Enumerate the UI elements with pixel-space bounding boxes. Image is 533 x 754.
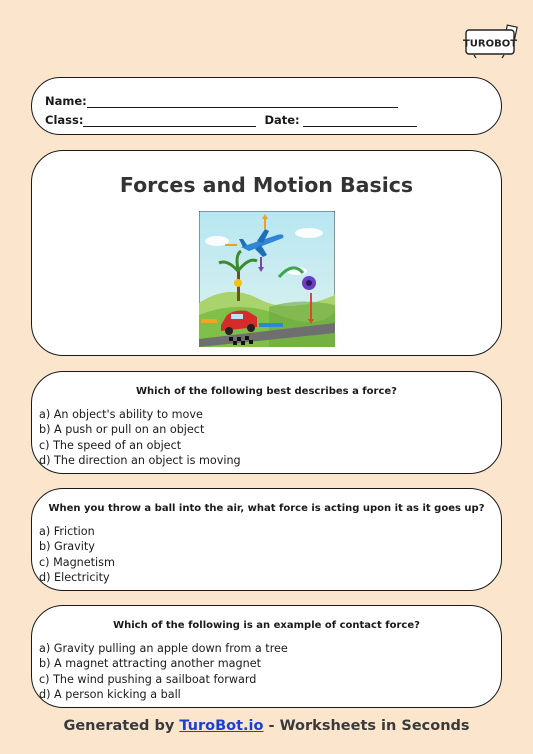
name-label: Name: <box>45 94 87 108</box>
answer-option-b[interactable]: b) A magnet attracting another magnet <box>39 657 262 671</box>
student-info-card <box>31 77 502 135</box>
footer-prefix: Generated by <box>63 718 180 734</box>
question-card-3 <box>31 605 502 708</box>
answer-option-c[interactable]: c) Magnetism <box>39 555 115 569</box>
answer-option-b[interactable]: b) A push or pull on an object <box>39 423 205 437</box>
answer-options <box>39 524 115 585</box>
question-text: When you throw a ball into the air, what force is acting upon it as it goes up? <box>48 503 485 514</box>
class-label: Class: <box>45 113 84 127</box>
forces-illustration <box>199 211 335 347</box>
name-row <box>45 94 398 108</box>
footer <box>0 718 533 734</box>
answer-options <box>39 407 241 468</box>
answer-option-a[interactable]: a) An object's ability to move <box>39 408 203 421</box>
worksheet-title: Forces and Motion Basics <box>119 173 414 197</box>
class-field[interactable] <box>83 115 256 127</box>
answer-option-d[interactable]: d) The direction an object is moving <box>39 453 241 467</box>
question-card-2 <box>31 488 502 591</box>
date-field[interactable] <box>303 115 417 127</box>
logo-text: TUROBOT <box>462 38 518 50</box>
turobot-logo <box>462 24 518 60</box>
question-text: Which of the following best describes a force? <box>136 386 397 397</box>
answer-option-d[interactable]: d) Electricity <box>39 570 110 584</box>
answer-option-a[interactable]: a) Friction <box>39 525 95 538</box>
question-text: Which of the following is an example of contact force? <box>113 620 420 631</box>
class-date-row <box>45 113 417 127</box>
footer-suffix: - Worksheets in Seconds <box>263 718 470 734</box>
answer-option-a[interactable]: a) Gravity pulling an apple down from a tree <box>39 642 288 655</box>
answer-option-b[interactable]: b) Gravity <box>39 540 95 554</box>
answer-option-c[interactable]: c) The wind pushing a sailboat forward <box>39 672 257 686</box>
answer-option-c[interactable]: c) The speed of an object <box>39 438 182 452</box>
name-field[interactable] <box>87 96 398 108</box>
title-card <box>31 150 502 356</box>
question-card-1 <box>31 371 502 474</box>
answer-option-d[interactable]: d) A person kicking a ball <box>39 687 181 701</box>
turobot-link[interactable]: TuroBot.io <box>179 718 264 734</box>
answer-options <box>39 641 288 702</box>
date-label: Date: <box>264 113 300 127</box>
